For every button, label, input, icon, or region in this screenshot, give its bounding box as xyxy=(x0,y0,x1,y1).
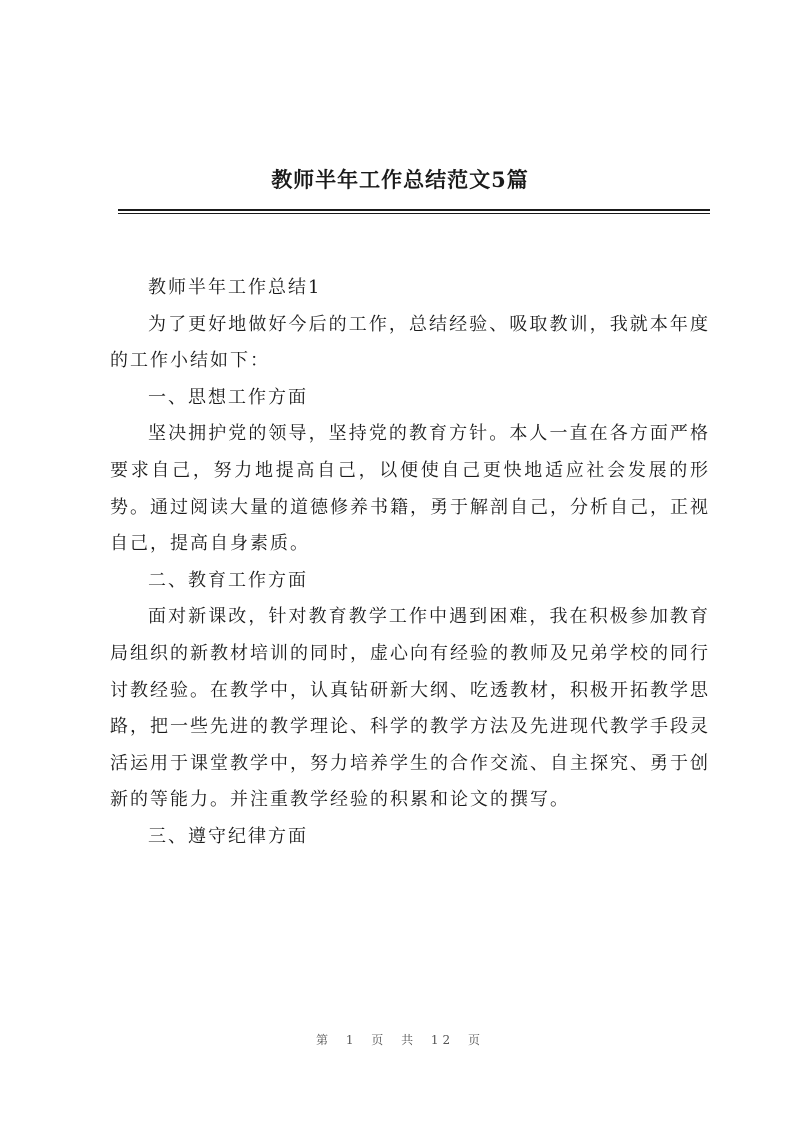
subheading-education-work: 二、教育工作方面 xyxy=(148,569,308,591)
title-divider-thin xyxy=(118,213,710,214)
subheading-discipline: 三、遵守纪律方面 xyxy=(148,825,308,847)
intro-paragraph: 为了更好地做好今后的工作，总结经验、吸取教训，我就本年度的工作小结如下： xyxy=(110,313,710,372)
document-body xyxy=(110,270,710,856)
title-divider-thick xyxy=(118,209,710,211)
subheading-thought-work: 一、思想工作方面 xyxy=(148,386,308,408)
thought-work-paragraph: 坚决拥护党的领导，坚持党的教育方针。本人一直在各方面严格要求自己，努力地提高自己，以便使自己更快地适应社会发展的形势。通过阅读大量的道德修养书籍，勇于解剖自己，分析自己，正视自己，提高自身素质。 xyxy=(110,423,710,555)
section-heading: 教师半年工作总结1 xyxy=(148,277,322,298)
education-work-paragraph: 面对新课改，针对教育教学工作中遇到困难，我在积极参加教育局组织的新教材培训的同时，虚心向有经验的教师及兄弟学校的同行讨教经验。在教学中，认真钻研新大纲、吃透教材，积极开拓教学思路，把一些先进的教学理论、科学的教学方法及先进现代教学手段灵活运用于课堂教学中，努力培养学生的合作交流、自主探究、勇于创新的等能力。并注重教学经验的积累和论文的撰写。 xyxy=(110,606,710,811)
document-title: 教师半年工作总结范文5篇 xyxy=(271,167,529,192)
page-footer: 第 1 页 共 12 页 xyxy=(316,1033,484,1047)
